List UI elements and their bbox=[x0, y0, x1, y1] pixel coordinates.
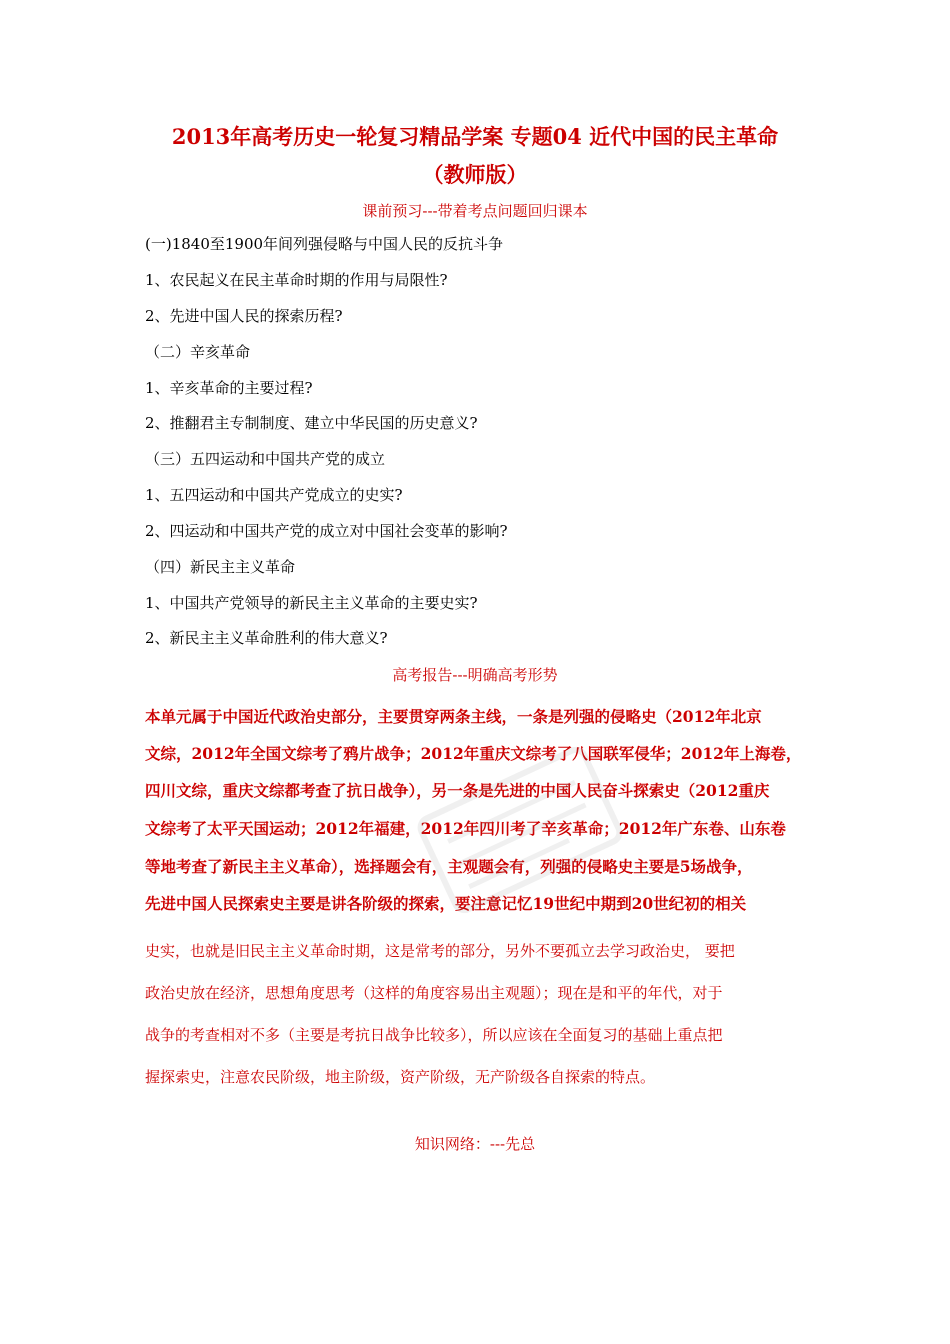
preview-item: 1、五四运动和中国共产党成立的史实? bbox=[145, 486, 403, 504]
preview-item: 2、四运动和中国共产党的成立对中国社会变革的影响? bbox=[145, 522, 508, 540]
report-line: 握探索史，注意农民阶级，地主阶级，资产阶级，无产阶级各自探索的特点。 bbox=[145, 1068, 656, 1086]
preview-item: 1、辛亥革命的主要过程? bbox=[145, 379, 313, 397]
report-line: 政治史放在经济，思想角度思考（这样的角度容易出主观题）；现在是和平的年代，对于 bbox=[145, 984, 723, 1002]
report-bold-line: 本单元属于中国近代政治史部分，主要贯穿两条主线，一条是列强的侵略史（2012年北京 bbox=[145, 707, 762, 726]
preview-item: 2、推翻君主专制制度、建立中华民国的历史意义? bbox=[145, 414, 478, 432]
report-heading: 高考报告---明确高考形势 bbox=[392, 666, 558, 684]
report-bold-line: 四川文综，重庆文综都考查了抗日战争），另一条是先进的中国人民奋斗探索史（2012重庆 bbox=[145, 781, 770, 800]
network-heading: 知识网络：---先总 bbox=[414, 1135, 536, 1153]
report-line: 史实，也就是旧民主主义革命时期，这是常考的部分，另外不要孤立去学习政治史， 要把 bbox=[145, 942, 735, 960]
preview-item: 1、农民起义在民主革命时期的作用与局限性? bbox=[145, 271, 448, 289]
preview-item: （四）新民主主义革命 bbox=[145, 558, 296, 576]
preview-item: （三）五四运动和中国共产党的成立 bbox=[145, 450, 386, 468]
preview-item: (一)1840至1900年间列强侵略与中国人民的反抗斗争 bbox=[145, 235, 504, 253]
preview-item: 2、先进中国人民的探索历程? bbox=[145, 307, 343, 325]
document-subtitle: （教师版） bbox=[422, 162, 528, 187]
report-line: 战争的考查相对不多（主要是考抗日战争比较多），所以应该在全面复习的基础上重点把 bbox=[145, 1026, 723, 1044]
report-bold-line: 先进中国人民探索史主要是讲各阶级的探索，要注意记忆19世纪中期到20世纪初的相关 bbox=[145, 894, 747, 913]
preview-item: 1、中国共产党领导的新民主主义革命的主要史实? bbox=[145, 594, 478, 612]
report-bold-line: 文综考了太平天国运动；2012年福建，2012年四川考了辛亥革命；2012年广东卷、山东卷 bbox=[145, 819, 786, 838]
report-bold-line: 等地考查了新民主主义革命），选择题会有，主观题会有，列强的侵略史主要是5场战争， bbox=[145, 857, 753, 876]
report-bold-line: 文综，2012年全国文综考了鸦片战争；2012年重庆文综考了八国联军侵华；2012年上海卷， bbox=[145, 744, 802, 763]
preview-item: 2、新民主主义革命胜利的伟大意义? bbox=[145, 629, 388, 647]
preview-item: （二）辛亥革命 bbox=[145, 343, 251, 361]
document-title: 2013年高考历史一轮复习精品学案 专题04 近代中国的民主革命 bbox=[171, 124, 779, 149]
preview-heading: 课前预习---带着考点问题回归课本 bbox=[362, 202, 588, 220]
